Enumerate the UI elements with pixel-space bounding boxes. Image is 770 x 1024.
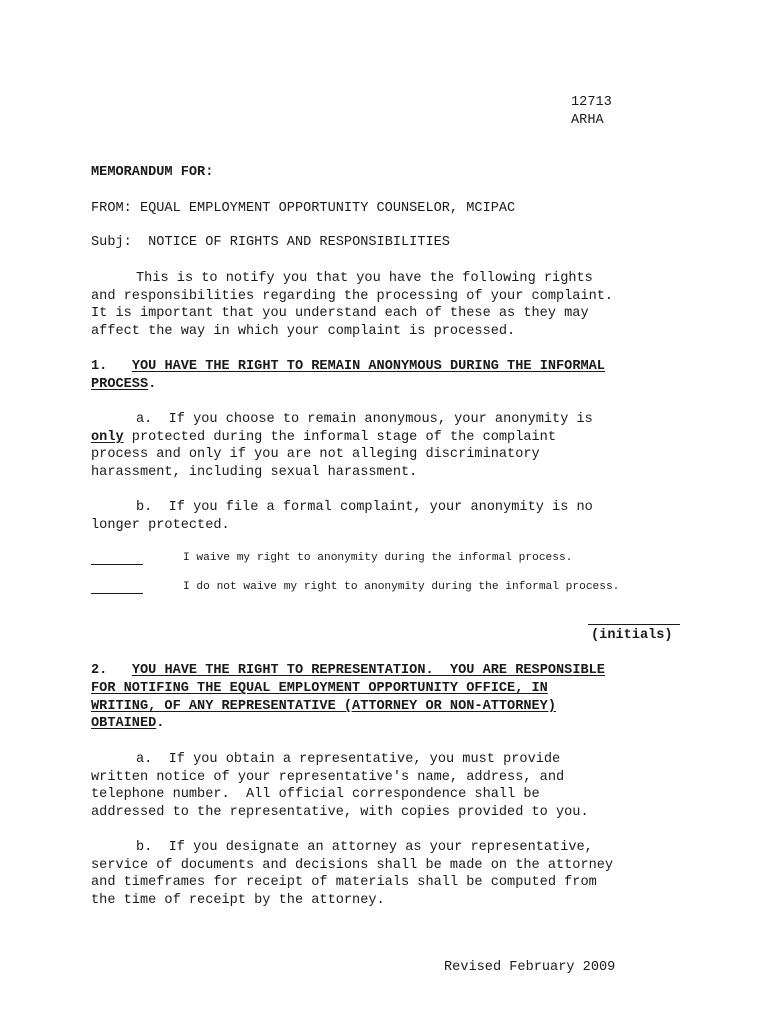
- section2-b-line-1: [91, 839, 593, 857]
- section2-b-line-3: and timeframes for receipt of materials shall be computed from: [91, 875, 597, 890]
- section1-heading-line-1: [91, 358, 605, 376]
- section1-a-line-3: process and only if you are not alleging discriminatory: [91, 447, 540, 462]
- only-emphasis: only: [91, 430, 124, 445]
- section2-a-line-4: addressed to the representative, with copies provided to you.: [91, 805, 589, 820]
- section2-b-line-2: service of documents and decisions shall be made on the attorney: [91, 858, 614, 873]
- section2-a-line-3: telephone number. All official correspondence shall be: [91, 787, 540, 802]
- document-number: 12713: [571, 95, 612, 110]
- section1-heading-text-1: YOU HAVE THE RIGHT TO REMAIN ANONYMOUS DURING THE INFORMAL: [131, 359, 605, 374]
- intro-line-1: [91, 270, 593, 288]
- intro-line-4: affect the way in which your complaint is processed.: [91, 324, 516, 339]
- subject-text: NOTICE OF RIGHTS AND RESPONSIBILITIES: [148, 235, 450, 250]
- section1-heading-line-2: [91, 376, 156, 394]
- section2-b-text-1: b. If you designate an attorney as your representative,: [136, 840, 593, 855]
- memorandum-for: MEMORANDUM FOR:: [91, 165, 214, 180]
- section1-a-line-1: [91, 411, 593, 429]
- section1-a-text-2: protected during the informal stage of the complaint: [123, 430, 556, 445]
- section2-heading-line-2: FOR NOTIFING THE EQUAL EMPLOYMENT OPPORTUNITY OFFICE, IN: [91, 681, 548, 696]
- waive-option-text: I waive my right to anonymity during the informal process.: [183, 552, 573, 564]
- section1-a-line-2: [91, 429, 556, 447]
- section1-number: 1.: [91, 359, 108, 374]
- section1-heading-text-2: PROCESS: [91, 377, 149, 392]
- section2-b-line-4: the time of receipt by the attorney.: [91, 893, 385, 908]
- section1-b-text-1: b. If you file a formal complaint, your anonymity is no: [136, 500, 593, 515]
- initials-label: (initials): [591, 628, 673, 643]
- intro-text-1: This is to notify you that you have the following rights: [136, 271, 593, 286]
- memo-subject: [91, 234, 450, 252]
- section1-b-line-2: longer protected.: [91, 518, 230, 533]
- subject-label: Subj:: [91, 235, 132, 250]
- waive-initials-blank[interactable]: [91, 564, 143, 565]
- section2-heading-period: .: [156, 716, 165, 731]
- section1-a-text-1: a. If you choose to remain anonymous, your anonymity is: [136, 412, 593, 427]
- revised-date: Revised February 2009: [444, 960, 616, 975]
- section2-heading-text-4: OBTAINED: [91, 716, 157, 731]
- section2-a-line-2: written notice of your representative's name, address, and: [91, 770, 565, 785]
- not-waive-initials-blank[interactable]: [91, 593, 143, 594]
- section2-number: 2.: [91, 663, 108, 678]
- section1-heading-period: .: [148, 377, 157, 392]
- intro-line-2: and responsibilities regarding the processing of your complaint.: [91, 289, 614, 304]
- not-waive-option-text: I do not waive my right to anonymity during the informal process.: [183, 581, 620, 593]
- section2-heading-line-1: [91, 662, 605, 680]
- intro-line-3: It is important that you understand each of these as they may: [91, 306, 589, 321]
- section2-heading-line-3: WRITING, OF ANY REPRESENTATIVE (ATTORNEY OR NON-ATTORNEY): [91, 699, 556, 714]
- section1-b-line-1: [91, 499, 593, 517]
- section1-a-line-4: harassment, including sexual harassment.: [91, 465, 418, 480]
- section2-heading-text-1: YOU HAVE THE RIGHT TO REPRESENTATION. YOU ARE RESPONSIBLE: [131, 663, 605, 678]
- memo-from: FROM: EQUAL EMPLOYMENT OPPORTUNITY COUNSELOR, MCIPAC: [91, 201, 516, 216]
- section2-a-line-1: [91, 751, 560, 769]
- section2-heading-line-4: [91, 715, 164, 733]
- office-code: ARHA: [571, 113, 604, 128]
- section2-a-text-1: a. If you obtain a representative, you must provide: [136, 752, 561, 767]
- initials-blank[interactable]: [588, 624, 680, 625]
